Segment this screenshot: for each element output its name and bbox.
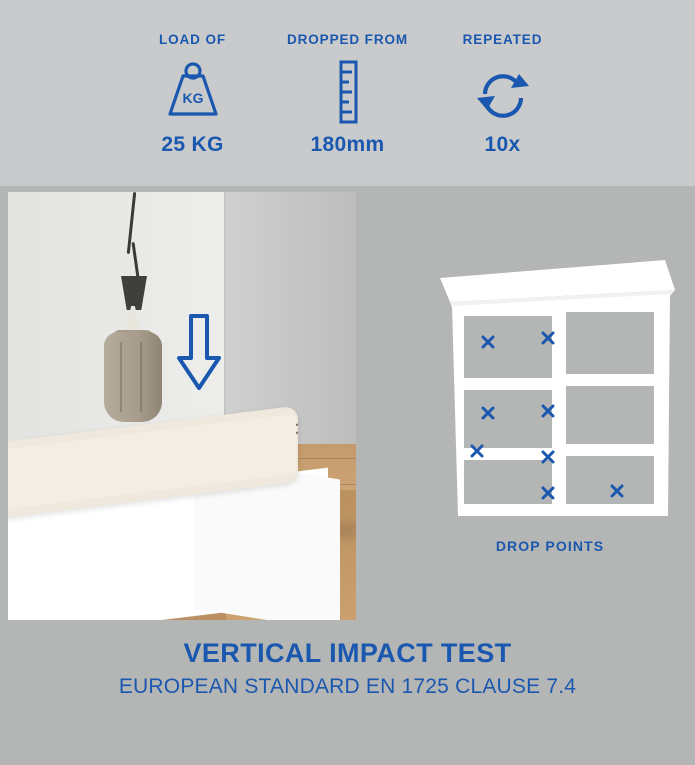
svg-text:KG: KG (182, 90, 203, 106)
spec-load-value: 25 KG (161, 133, 224, 156)
spec-band (0, 0, 695, 186)
down-arrow-icon (176, 314, 222, 392)
spec-height (270, 0, 425, 157)
ruler-icon (270, 61, 425, 123)
spec-repeat-value: 10x (484, 133, 521, 156)
spec-height-value: 180mm (310, 133, 385, 156)
bag-fold (120, 342, 122, 412)
drop-points-label: DROP POINTS (495, 538, 605, 554)
spec-height-title: DROPPED FROM (286, 32, 409, 47)
weight-kg-icon (115, 61, 270, 123)
spec-load (115, 0, 270, 157)
vertical-impact-test-photo (8, 192, 356, 620)
cycle-repeat-icon (425, 61, 580, 123)
weight-bag (104, 332, 162, 422)
drop-points-diagram (420, 248, 680, 568)
spec-load-title: LOAD OF (158, 32, 227, 47)
spec-repeat-title: REPEATED (462, 32, 543, 47)
page-subtitle: EUROPEAN STANDARD EN 1725 CLAUSE 7.4 (118, 675, 577, 698)
bag-fold (140, 342, 142, 412)
page-title: VERTICAL IMPACT TEST (183, 638, 512, 668)
spec-repeat (425, 0, 580, 157)
title-block (0, 638, 695, 699)
